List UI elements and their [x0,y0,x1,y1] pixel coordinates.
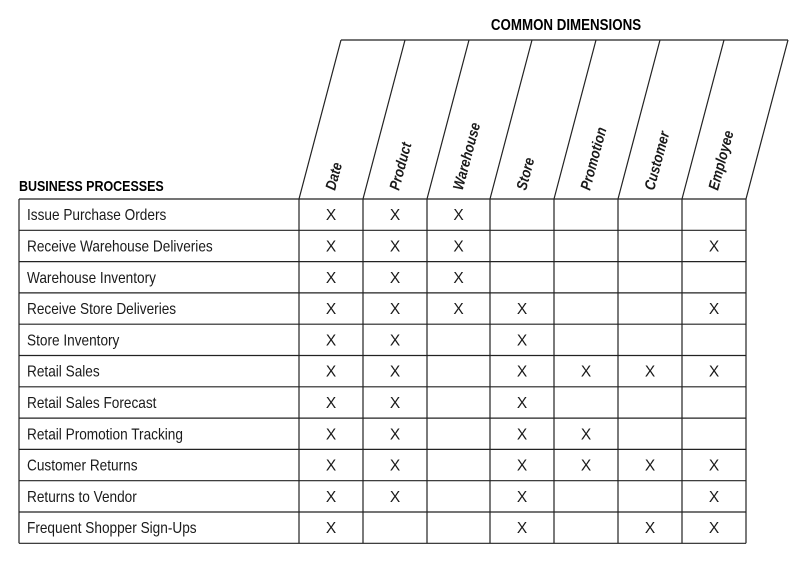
cell-mark-employee: X [708,238,720,256]
table-row [27,458,720,475]
process-name: Issue Purchase Orders [27,207,167,225]
cell-mark-customer: X [644,520,656,538]
table-row [27,270,464,287]
cell-mark-date: X [325,457,337,475]
cell-mark-store: X [516,520,528,538]
cell-mark-store: X [516,457,528,475]
cell-mark-warehouse: X [453,269,464,287]
cell-mark-date: X [325,520,337,538]
cell-mark-store: X [516,394,528,412]
cell-mark-product: X [389,488,401,506]
dimension-header-warehouse: Warehouse [449,120,484,192]
process-name: Returns to Vendor [27,489,137,507]
table-row [27,489,720,506]
cell-mark-product: X [389,301,401,319]
row-header-label: BUSINESS PROCESSES [19,178,164,195]
cell-mark-promotion: X [580,363,592,381]
dimension-header-promotion: Promotion [576,125,610,192]
cell-mark-store: X [516,488,528,506]
cell-mark-customer: X [644,363,656,381]
diagram-title: COMMON DIMENSIONS [490,17,642,35]
cell-mark-date: X [325,488,337,506]
cell-mark-date: X [325,207,337,225]
table-row [27,364,720,381]
cell-mark-warehouse: X [453,301,464,319]
cell-mark-product: X [389,207,401,225]
dimension-header-store: Store [512,155,538,192]
dimension-header-customer: Customer [640,129,673,192]
cell-mark-product: X [389,238,401,256]
header-slant-line [746,40,788,199]
cell-mark-promotion: X [580,457,592,475]
cell-mark-product: X [389,269,401,287]
process-name: Store Inventory [27,332,120,350]
cell-mark-store: X [516,426,528,444]
cell-mark-product: X [389,426,401,444]
table-row [27,301,720,318]
process-name: Retail Sales [27,363,100,381]
matrix-rows [27,207,720,537]
cell-mark-employee: X [708,520,720,538]
table-row [27,207,464,224]
process-name: Receive Store Deliveries [27,301,177,319]
cell-mark-product: X [389,394,401,412]
table-row [27,395,528,412]
table-row [27,332,528,349]
cell-mark-product: X [389,332,401,350]
cell-mark-product: X [389,363,401,381]
table-row [27,426,592,443]
process-name: Retail Sales Forecast [27,395,157,413]
cell-mark-customer: X [644,457,656,475]
cell-mark-date: X [325,394,337,412]
table-row [27,238,720,255]
cell-mark-date: X [325,332,337,350]
dimension-headers [322,120,737,191]
cell-mark-date: X [325,269,337,287]
cell-mark-product: X [389,457,401,475]
dimension-header-employee: Employee [704,128,737,192]
table-row [27,520,720,537]
dimension-header-product: Product [385,140,415,192]
dimension-header-date: Date [321,160,346,192]
process-name: Warehouse Inventory [27,270,156,287]
process-name: Receive Warehouse Deliveries [27,238,213,256]
cell-mark-employee: X [708,301,720,319]
cell-mark-store: X [516,363,528,381]
cell-mark-date: X [325,238,337,256]
cell-mark-warehouse: X [453,207,464,225]
process-name: Frequent Shopper Sign-Ups [27,520,197,538]
cell-mark-store: X [516,301,528,319]
cell-mark-promotion: X [580,426,592,444]
process-name: Retail Promotion Tracking [27,426,183,444]
cell-mark-date: X [325,363,337,381]
cell-mark-date: X [325,426,337,444]
cell-mark-warehouse: X [453,238,464,256]
cell-mark-store: X [516,332,528,350]
cell-mark-date: X [325,301,337,319]
cell-mark-employee: X [708,363,720,381]
cell-mark-employee: X [708,488,720,506]
process-name: Customer Returns [27,457,138,475]
cell-mark-employee: X [708,457,720,475]
